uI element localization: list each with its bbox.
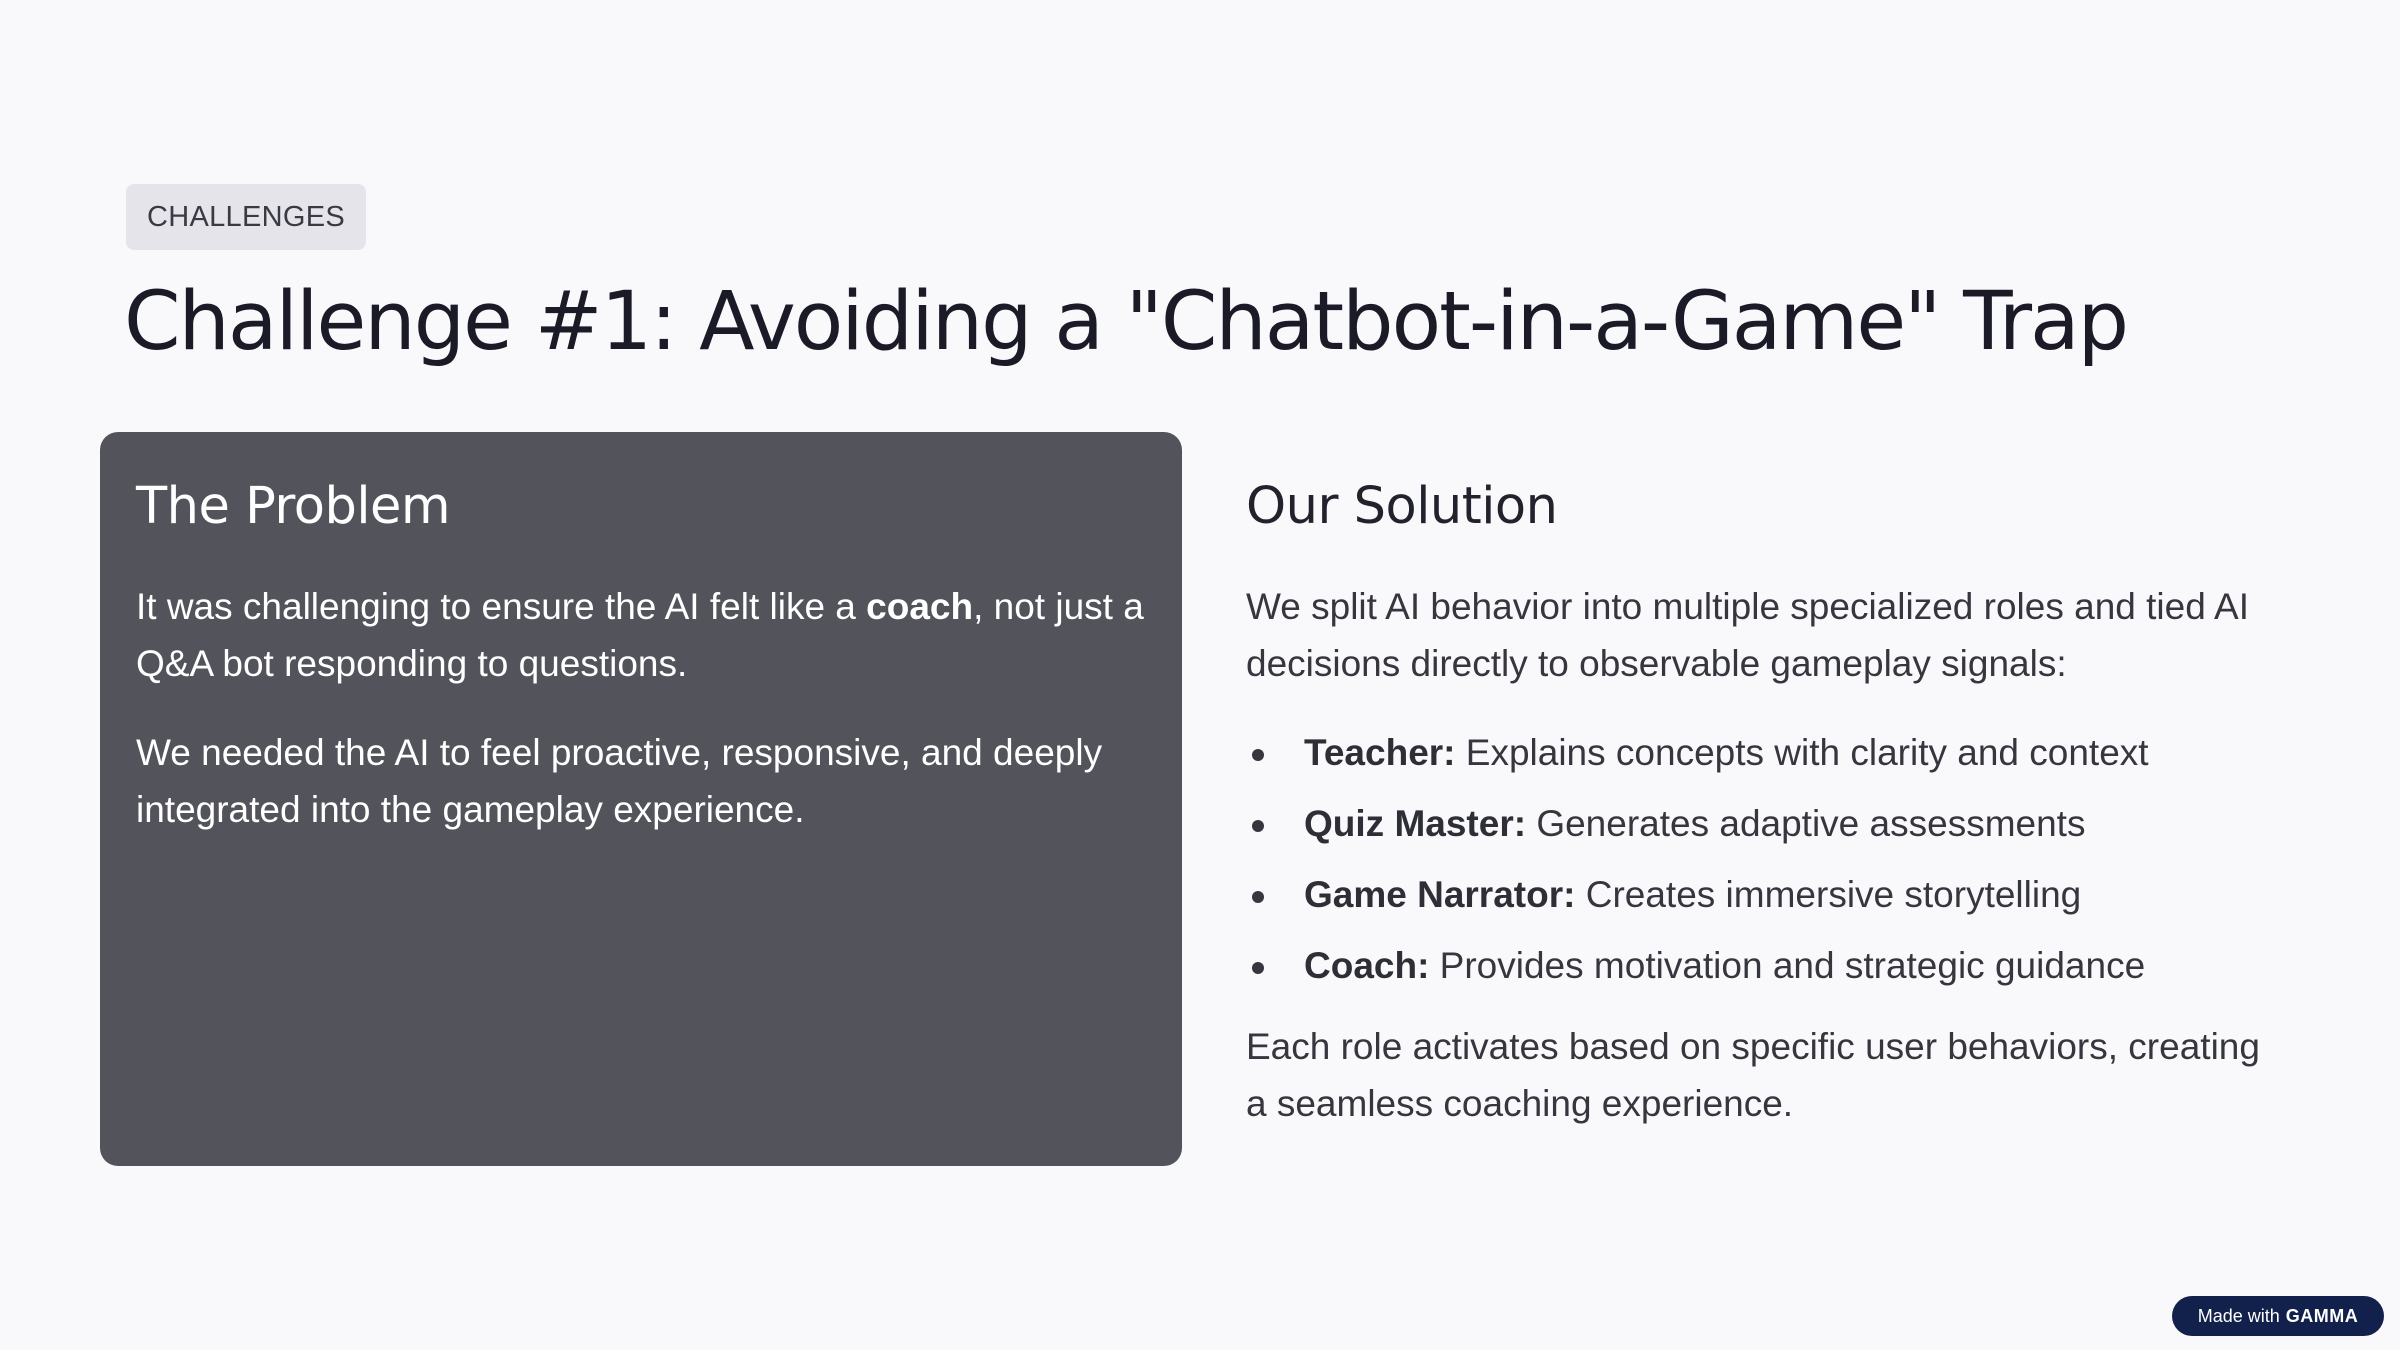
- list-item: [1246, 937, 2286, 994]
- bullet-icon: [1252, 962, 1264, 974]
- bullet-icon: [1252, 891, 1264, 903]
- role-name: Teacher:: [1304, 732, 1456, 773]
- solution-section: [1246, 472, 2286, 1164]
- role-name: Game Narrator:: [1304, 874, 1576, 915]
- problem-paragraph-2: We needed the AI to feel proactive, responsive, and deeply integrated into the gameplay experience.: [136, 732, 1103, 830]
- badge-prefix: Made with: [2197, 1305, 2280, 1326]
- problem-card: [100, 432, 1182, 1166]
- solution-intro: We split AI behavior into multiple specialized roles and tied AI decisions directly to observable gameplay signals:: [1246, 586, 2249, 684]
- role-list: [1246, 724, 2286, 994]
- list-item: [1246, 795, 2286, 852]
- role-description: Provides motivation and strategic guidance: [1429, 945, 2146, 986]
- role-description: Creates immersive storytelling: [1575, 874, 2082, 915]
- bullet-icon: [1252, 820, 1264, 832]
- bullet-icon: [1252, 749, 1264, 761]
- list-item: [1246, 866, 2286, 923]
- coach-emphasis: coach: [866, 586, 974, 627]
- made-with-gamma-badge[interactable]: [2172, 1296, 2384, 1336]
- solution-outro: Each role activates based on specific user behaviors, creating a seamless coaching experience.: [1246, 1026, 2260, 1124]
- problem-heading: The Problem: [136, 477, 451, 536]
- section-tag: CHALLENGES: [126, 184, 366, 250]
- problem-text-start: It was challenging to ensure the AI felt like a: [136, 586, 867, 627]
- solution-heading: Our Solution: [1246, 477, 1558, 536]
- role-description: Generates adaptive assessments: [1526, 803, 2086, 844]
- gamma-logo: GAMMA: [2285, 1305, 2359, 1326]
- role-name: Quiz Master:: [1304, 803, 1527, 844]
- problem-paragraph-1: [136, 578, 1146, 692]
- list-item: [1246, 724, 2286, 781]
- page-title: Challenge #1: Avoiding a "Chatbot-in-a-Game" Trap: [124, 275, 2128, 369]
- role-description: Explains concepts with clarity and context: [1455, 732, 2149, 773]
- problem-text-end: , not just a Q&A bot responding to questions.: [136, 586, 1144, 684]
- role-name: Coach:: [1304, 945, 1430, 986]
